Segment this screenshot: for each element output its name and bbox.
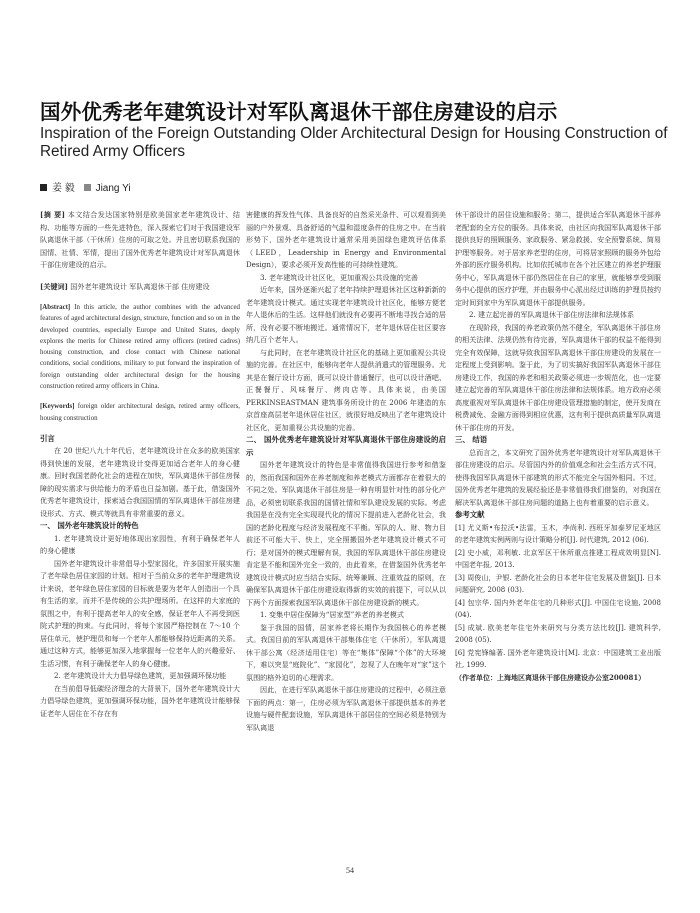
text-column-left: [40, 209, 240, 720]
author-affiliation: （作者单位：上海地区离退休干部住房建设办公室200081）: [455, 672, 646, 682]
section-heading-2: 二、 国外优秀老年建筑设计对军队离退休干部住房建设的启示: [246, 435, 446, 457]
keywords-english: [40, 401, 240, 424]
subsection-heading: 2. 老年建筑设计大力倡导绿色建筑，更加强调环保功能: [54, 671, 227, 681]
square-bullet-icon: [84, 184, 91, 191]
paragraph: 在当前倡导低碳经济理念的大背景下，国外老年建筑设计大力倡导绿色建筑，更加强调环保功能，国外老年建筑设计能够保证老年人居住在不存在有: [40, 683, 240, 718]
paragraph: 害健康的挥发性气体、具备良好的自然采光条件、可以观看到美丽的户外景观、具备舒适的气温和湿度条件的住房之中。在当前形势下，国外老年建筑设计通常采用美国绿色建筑评估体系（LEED，Leadership in Energy and Environmental Design），要求必须开发高性能的可持续性建筑。: [246, 210, 446, 269]
abstract-text: 本文结合发达国家特别是欧美国家老年建筑设计、结构、功能等方面的一些先进特色，深入探索它们对于我国建设军队离退休干部（干休所）住房的可取之处。并且密切联系我国的国情、社情、军情，提出了国外优秀老年建筑设计对军队离退休干部住房建设的启示。: [40, 210, 240, 269]
paragraph: 与此同时，在老年建筑设计社区化的基础上更加重视公共设施的完善。在社区中，能够向老年人提供消遣式的管理服务。尤其是在餐厅设计方面，既可以设计普通餐厅，也可以设计酒吧、正餐餐厅、风味餐厅、烤肉店等。具体来说，由美国 PERKINSEASTMAN 建筑事务所设计的在 2006 年建造的东京首座高层老年退休居住社区，就很好地反映出了老年建筑设计社区化，更加重视公共设施的完善。: [246, 347, 446, 432]
keywords-en-label: [Keywords]: [40, 403, 75, 411]
paragraph: 在现阶段，我国的养老政策仍然不健全，军队离退休干部住房的相关法律、法规仍然有待完善，军队离退休干部的权益不能得到完全有效保障，这就导致我国军队离退休干部住房建设的发展在一定程度上受到影响。鉴于此，为了切实搞好我国军队离退休干部住房建设工作，我国的养老和相关政策必须进一步规范化，也一定要建立起完善的军队离退休干部住房法律和法规体系。地方政府必须高度重视对军队离退休干部住房建设管理措施的制定，使开发商在税费减免、金融方面得到相应优惠，这有利于提供高质量军队离退休干部住房的开发。: [455, 322, 661, 432]
author-line: [40, 179, 131, 194]
subsection-heading: 2. 建立起完善的军队离退休干部住房法律和法规体系: [469, 310, 635, 319]
keywords-en-text: foreign older architectural design, retired army officers, housing construction: [40, 403, 240, 422]
abstract-english: [40, 302, 240, 392]
subsection-heading: 1. 变集中居住保障为“居家型”养老的养老模式: [260, 610, 404, 619]
paragraph: 因此，在进行军队离退休干部住房建设的过程中，必须注意下面的两点：第一，住房必须为军队离退休干部提供基本的养老设施与硬件配套设施，军队离退休干部居住的空间必须是特别为军队离退: [246, 685, 446, 732]
section-heading-3: 三、 结语: [455, 435, 488, 444]
author-name-english: Jiang Yi: [95, 183, 131, 194]
paragraph: 国外老年建筑设计非常倡导小型家园化，许多国家开展实施了老年绿色居住家园的计划。相对于当前众多的老年护理建筑设计来说，老年绿色居住家园的目标就是要为老年人创造出一个具有生活的家，而并不是传统的公共护理场所。在这样的大家庭的氛围之中，有利于提高老年人的安全感，保证老年人不再受到医院式护理的拘束。与此同时，将每个家园严格控制在 7～10 个居住单元，使护理员和每一个老年人都能够保持近距离的关系。通过这种方式，能够更加深入地掌握每一位老年人的兴趣爱好、生活习惯，有利于确保老年人的身心健康。: [40, 558, 240, 668]
section-heading-1: 一、 国外老年建筑设计的特色: [40, 521, 139, 531]
keywords-chinese: [40, 281, 240, 294]
author-name-chinese: 姜 毅: [52, 183, 75, 194]
text-column-right: [455, 209, 661, 684]
article-title-chinese: 国外优秀老年建筑设计对军队离退休干部住房建设的启示: [40, 100, 558, 124]
paragraph: 近年来，国外逐渐兴起了老年持续护理退休社区这种新新的老年建筑设计模式。通过实现老年建筑设计社区化，能够方便老年人退休后的生活。这样他们就没有必要再不断地寻找合适的居所，没有必要不断地搬迁。通常情况下，老年退休居住社区要容纳几百个老年人。: [246, 285, 446, 344]
reference-item: [2] 史小威，邓利敏. 北京军区干休所重点推建工程成效明显[N]. 中国老年报, 2013.: [455, 548, 661, 569]
reference-item: [3] 周俊山，尹银. 老龄化社会的日本老年住宅发展及借鉴[J]. 日本问题研究, 2008 (03).: [455, 573, 661, 594]
reference-item: [1] 尤义斯•布拉沃•法雷，玉木，李尚利. 西班牙加泰罗尼亚地区的老年建筑实例两则与设计策略分析[J]. 时代建筑, 2012 (06).: [455, 523, 661, 544]
section-heading-intro: 引言: [40, 433, 55, 443]
subsection-heading: 3. 老年建筑设计社区化，更加重视公共设施的完善: [260, 272, 418, 282]
abstract-chinese: [40, 209, 240, 272]
reference-item: [5] 成斌. 欧美老年住宅外来研究与分类方法比较[J]. 建筑科学, 2008 (05).: [455, 623, 661, 644]
paragraph: 总而言之，本文研究了国外优秀老年建筑设计对军队离退休干部住房建设的启示。尽管国内外的价值观念和社会生活方式不同，使得我国军队离退休干部建筑的形式不能完全与国外相同。不过，国外优秀老年建筑的发展经验还是非常值得我们借鉴的，对我国在解决军队离退休干部住房问题的道路上也有着重要的启示意义。: [455, 447, 661, 507]
reference-item: [4] 包宗华. 国内外老年住宅的几种形式[J]. 中国住宅设施, 2008 (04).: [455, 598, 661, 619]
paragraph: 国外老年建筑设计的特色是非常值得我国进行参考和借鉴的，然而我国和国外在养老制度和养老模式方面都存在着很大的不同之处。军队离退休干部住房是一种有明显针对性的部分化产品，必须密切联系我国的国情社情和军队建设发展的实际。考虑我国是在没有完全实现现代化的情况下提前进入老龄化社会，我国的老龄化程度与经济发展程度不平衡。军队的人、财、物力目前还不可能大干、快上，完全照搬国外老年建筑设计模式不可行；是对国外的模式理解有误，我国的军队离退休干部住房建设肯定是不能和国外完全一致的，由此看来，在借鉴国外优秀老年建筑设计模式时应当结合实际、统筹兼顾、注重效益的原则，在确保军队离退休干部住房建设取得新的实效的前提下，可以从以下两个方面探索我国军队离退休干部住房建设新的模式。: [246, 460, 446, 607]
keywords-label: [关键词]: [40, 281, 68, 291]
paragraph: 休干部设计的居住设施和服务；第二，提供适合军队离退休干部养老配套的全方位的服务。具体来说，由社区向我国军队离退休干部提供良好的照顾服务、家政服务、紧急救援、安全预警系统、简易护理等服务。对于居家养老型的住房，可将居家照顾的服务外包给外部的医疗服务机构。比如依托城市在各个社区建立的养老护理服务中心，军队离退休干部仍然居住在自己的家里，就能够享受到服务中心提供的医疗护理，并由服务中心派出经过训练的护理员按约定时间到家中为军队离退休干部提供服务。: [455, 210, 661, 307]
text-column-middle: [246, 209, 446, 734]
page-number: 54: [346, 866, 354, 875]
reference-item: [6] 党宪锋编著. 国外老年建筑设计[M]. 北京：中国建筑工业出版社, 1999.: [455, 648, 661, 669]
subsection-heading: 1. 老年建筑设计更好地体现出家园性，有利于确保老年人的身心健康: [40, 533, 240, 556]
keywords-text: 国外老年建筑设计 军队离退休干部 住房建设: [70, 281, 210, 291]
article-title-english: Inspiration of the Foreign Outstanding Older Architectural Design for Housing Construction of Retired Army Officers: [40, 125, 668, 160]
paragraph: 在 20 世纪八九十年代后，老年建筑设计在众多的欧美国家得到快速的发展，老年建筑设计变得更加适合老年人的身心健康。回时我国老龄化社会的进程在加快，军队离退休干部住房保障的现实需求与供给能力的矛盾也日益加剧。基于此，借鉴国外优秀老年建筑设计，探索适合我国国情的军队离退休干部住房建设形式、方式、模式等就具有非常重要的意义。: [40, 446, 240, 518]
square-bullet-icon: [40, 184, 47, 191]
abstract-en-text: In this article, the author combines with the advanced features of aged architectural design, structure, function and so on in the developed countries, especially Europe and United States, deeply explores the merits for Chinese retired army officers (retired cadres) housing construction, and close contact with Chinese national conditions, social conditions, military to put forward the inspiration of foreign outstanding older architectural design for the housing construction retired army officers in China.: [40, 304, 240, 391]
paragraph: 鉴于我国的国情，居家养老将长期作为我国核心的养老模式。我国目前的军队离退休干部集体住宅（干休所），军队离退休干部公寓（经济适用住宅）等在“集体”保障“个体”的大环境下，难以突显“庭院化”、“家园化”，忽视了人在晚年对“家”这个氛围的格外迫切的心理需求。: [246, 622, 446, 682]
abstract-en-label: [Abstract]: [40, 304, 71, 311]
abstract-label: [摘 要]: [40, 210, 66, 219]
references-heading: 参考文献: [455, 510, 485, 519]
